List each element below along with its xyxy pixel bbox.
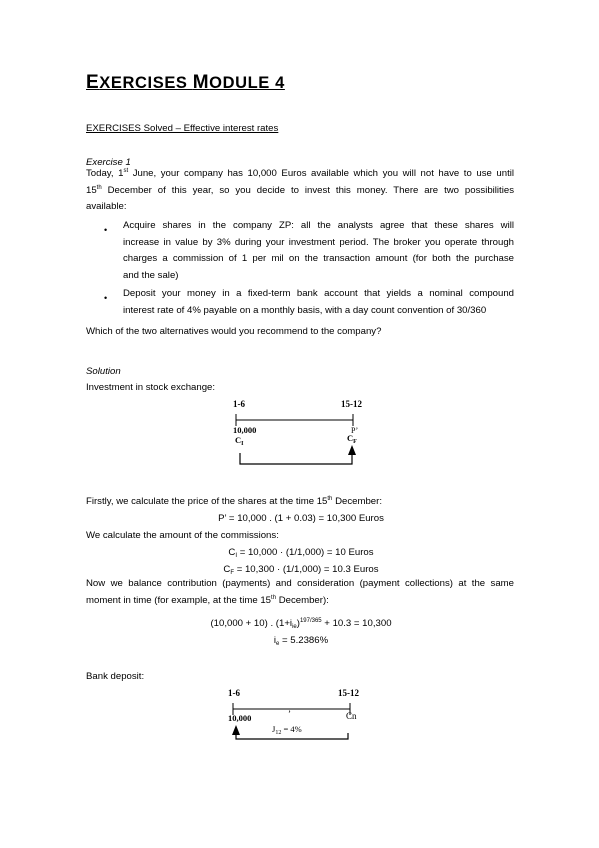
right-date-label: 15-12 [338,688,359,698]
section-subtitle: EXERCISES Solved – Effective interest rates [86,123,279,134]
bank-heading: Bank deposit: [86,671,145,682]
commissions-text: We calculate the amount of the commissions: [86,530,279,541]
question-text: Which of the two alternatives would you recommend to the company? [86,326,382,337]
arrow-up-icon [348,445,356,455]
bullet-marker: • [104,293,108,303]
rate-label: $J_{12} = 4\%$ [272,724,302,736]
flow-bracket [240,453,352,464]
pprime-label: P’ [351,426,359,435]
ci-label: $C_I$ [235,435,244,447]
cn-label: Cn [346,711,357,721]
bullet-marker: • [104,225,108,235]
firstly-text: Firstly, we calculate the price of the shares at the time 15th December: [86,496,382,507]
equation-price: P’ = 10,000 . (1 + 0.03) = 10,300 Euros [218,513,384,524]
left-date-label: 1-6 [228,688,240,698]
arrow-up-icon [232,725,240,735]
page-title: EXERCISES MODULE 4 [86,72,285,93]
solution-heading: Solution [86,366,121,377]
equation-commission-initial: $C_I = 10,000 \cdot (1/1,000) = 10$ Euros [228,547,374,559]
stock-heading: Investment in stock exchange: [86,382,216,393]
right-date-label: 15-12 [341,399,362,409]
equation-balance: (10,000 + 10) . $(1+i_{ie})^{197/365} + 10.3 = 10,300$ [210,618,392,630]
amount-label: 10,000 [228,713,252,723]
tick-mark-label: ’ [288,709,291,719]
amount-label: 10,000 [233,425,257,435]
equation-effective-rate: $i_e = 5.2386\%$ [273,635,329,647]
exercise-heading: Exercise 1 [86,157,131,168]
bullet-deposit: Deposit your money in a fixed-term bank account that yields a nominal compound interest rate of 4% payable on a monthly basis, with a day count convention of 30/360 [123,288,514,316]
bank-timeline-diagram [222,684,372,746]
stock-timeline-diagram [225,393,370,473]
equation-commission-final: $C_F = 10,300 \cdot (1/1,000) = 10.3$ Euros [223,564,379,576]
intro-paragraph: Today, 1st June, your company has 10,000 Euros available which you will not have to use until 15th December of this year, so you decide to invest this money. There are two possibilities available: [86,168,515,212]
bullet-shares: Acquire shares in the company ZP: all the analysts agree that these shares will increase in value by 3% during your investment period. The broker you operate through charges a commission of 1 per mil on the transaction amount (for both the purchase and the sale) [123,220,514,281]
left-date-label: 1-6 [233,399,245,409]
cf-label: $C_F$ [347,433,357,445]
balance-paragraph: Now we balance contribution (payments) and consideration (payment collections) at the same moment in time (for example, at the time 15th December): [86,578,514,606]
